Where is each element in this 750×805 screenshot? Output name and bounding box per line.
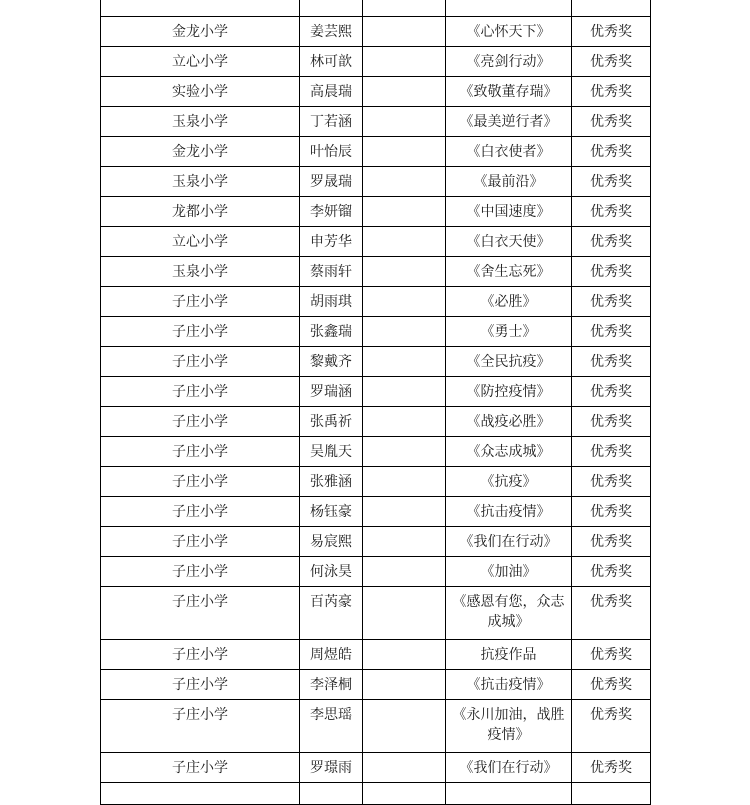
- blank-cell: [363, 107, 446, 137]
- work-title-cell: 《我们在行动》: [446, 527, 572, 557]
- blank-cell: [363, 0, 446, 17]
- school-cell: [101, 783, 300, 805]
- school-cell: 玉泉小学: [101, 107, 300, 137]
- table-row: [101, 587, 651, 640]
- work-title-cell: 《抗疫》: [446, 467, 572, 497]
- school-cell: 子庄小学: [101, 587, 300, 640]
- work-title-cell: 《心怀天下》: [446, 17, 572, 47]
- student-name-cell: 叶怡辰: [300, 137, 363, 167]
- table-row: [101, 347, 651, 377]
- blank-cell: [363, 317, 446, 347]
- school-cell: 子庄小学: [101, 497, 300, 527]
- blank-cell: [363, 753, 446, 783]
- student-name-cell: 百芮豪: [300, 587, 363, 640]
- blank-cell: [363, 47, 446, 77]
- work-title-cell: 《加油》: [446, 557, 572, 587]
- student-name-cell: [300, 0, 363, 17]
- award-table: [100, 0, 651, 805]
- blank-cell: [363, 670, 446, 700]
- school-cell: 立心小学: [101, 227, 300, 257]
- blank-cell: [363, 137, 446, 167]
- award-cell: 优秀奖: [572, 47, 651, 77]
- student-name-cell: 张禹祈: [300, 407, 363, 437]
- award-cell: 优秀奖: [572, 527, 651, 557]
- table-row: [101, 77, 651, 107]
- table-row: [101, 137, 651, 167]
- award-cell: 优秀奖: [572, 377, 651, 407]
- school-cell: 子庄小学: [101, 753, 300, 783]
- award-cell: 优秀奖: [572, 137, 651, 167]
- table-row: [101, 167, 651, 197]
- student-name-cell: 易宸熙: [300, 527, 363, 557]
- award-cell: 优秀奖: [572, 17, 651, 47]
- student-name-cell: 姜芸熙: [300, 17, 363, 47]
- school-cell: 子庄小学: [101, 347, 300, 377]
- student-name-cell: 申芳华: [300, 227, 363, 257]
- award-cell: 优秀奖: [572, 467, 651, 497]
- school-cell: 玉泉小学: [101, 167, 300, 197]
- table-row: [101, 17, 651, 47]
- work-title-cell: 《我们在行动》: [446, 753, 572, 783]
- school-cell: 子庄小学: [101, 377, 300, 407]
- school-cell: 金龙小学: [101, 137, 300, 167]
- school-cell: 立心小学: [101, 47, 300, 77]
- award-cell: 优秀奖: [572, 670, 651, 700]
- work-title-cell: 《防控疫情》: [446, 377, 572, 407]
- award-cell: 优秀奖: [572, 167, 651, 197]
- school-cell: 玉泉小学: [101, 257, 300, 287]
- work-title-cell: 《最美逆行者》: [446, 107, 572, 137]
- school-cell: 子庄小学: [101, 527, 300, 557]
- table-row: [101, 437, 651, 467]
- award-table-body: [101, 0, 651, 805]
- school-cell: 子庄小学: [101, 670, 300, 700]
- table-row: [101, 783, 651, 805]
- student-name-cell: 李思瑶: [300, 700, 363, 753]
- award-cell: [572, 783, 651, 805]
- blank-cell: [363, 497, 446, 527]
- table-row: [101, 197, 651, 227]
- award-cell: 优秀奖: [572, 77, 651, 107]
- school-cell: 子庄小学: [101, 557, 300, 587]
- student-name-cell: 高晨瑞: [300, 77, 363, 107]
- work-title-cell: 《白衣使者》: [446, 137, 572, 167]
- award-cell: 优秀奖: [572, 700, 651, 753]
- student-name-cell: 何泳昊: [300, 557, 363, 587]
- student-name-cell: 罗晟瑞: [300, 167, 363, 197]
- award-cell: 优秀奖: [572, 347, 651, 377]
- work-title-cell: 《舍生忘死》: [446, 257, 572, 287]
- student-name-cell: 林可歆: [300, 47, 363, 77]
- student-name-cell: 周煜皓: [300, 640, 363, 670]
- blank-cell: [363, 467, 446, 497]
- award-cell: 优秀奖: [572, 497, 651, 527]
- table-row: [101, 527, 651, 557]
- work-title-cell: 《全民抗疫》: [446, 347, 572, 377]
- student-name-cell: 张雅涵: [300, 467, 363, 497]
- work-title-cell: 《亮剑行动》: [446, 47, 572, 77]
- work-title-cell: [446, 0, 572, 17]
- table-row: [101, 287, 651, 317]
- work-title-cell: 《抗击疫情》: [446, 497, 572, 527]
- blank-cell: [363, 227, 446, 257]
- award-cell: 优秀奖: [572, 640, 651, 670]
- award-cell: 优秀奖: [572, 437, 651, 467]
- award-cell: 优秀奖: [572, 227, 651, 257]
- blank-cell: [363, 77, 446, 107]
- student-name-cell: 张鑫瑞: [300, 317, 363, 347]
- table-row: [101, 497, 651, 527]
- student-name-cell: 胡雨琪: [300, 287, 363, 317]
- blank-cell: [363, 257, 446, 287]
- table-row: [101, 640, 651, 670]
- table-row: [101, 557, 651, 587]
- award-cell: 优秀奖: [572, 317, 651, 347]
- work-title-cell: 《众志成城》: [446, 437, 572, 467]
- school-cell: 子庄小学: [101, 640, 300, 670]
- student-name-cell: 罗瑞涵: [300, 377, 363, 407]
- blank-cell: [363, 407, 446, 437]
- table-row: [101, 227, 651, 257]
- table-row: [101, 0, 651, 17]
- school-cell: 金龙小学: [101, 17, 300, 47]
- school-cell: 子庄小学: [101, 317, 300, 347]
- work-title-cell: 《必胜》: [446, 287, 572, 317]
- table-row: [101, 317, 651, 347]
- school-cell: [101, 0, 300, 17]
- table-row: [101, 753, 651, 783]
- work-title-cell: 《战疫必胜》: [446, 407, 572, 437]
- table-row: [101, 377, 651, 407]
- blank-cell: [363, 640, 446, 670]
- student-name-cell: 李妍镏: [300, 197, 363, 227]
- blank-cell: [363, 557, 446, 587]
- work-title-cell: 《中国速度》: [446, 197, 572, 227]
- work-title-cell: 《感恩有您，众志成城》: [446, 587, 572, 640]
- student-name-cell: 罗璟雨: [300, 753, 363, 783]
- work-title-cell: 《致敬董存瑞》: [446, 77, 572, 107]
- table-row: [101, 670, 651, 700]
- award-cell: 优秀奖: [572, 407, 651, 437]
- blank-cell: [363, 783, 446, 805]
- student-name-cell: 杨钰豪: [300, 497, 363, 527]
- blank-cell: [363, 287, 446, 317]
- student-name-cell: 丁若涵: [300, 107, 363, 137]
- award-cell: 优秀奖: [572, 197, 651, 227]
- blank-cell: [363, 197, 446, 227]
- student-name-cell: 蔡雨轩: [300, 257, 363, 287]
- table-row: [101, 467, 651, 497]
- school-cell: 子庄小学: [101, 407, 300, 437]
- table-row: [101, 47, 651, 77]
- blank-cell: [363, 17, 446, 47]
- table-row: [101, 700, 651, 753]
- school-cell: 龙都小学: [101, 197, 300, 227]
- school-cell: 子庄小学: [101, 287, 300, 317]
- table-row: [101, 107, 651, 137]
- award-cell: 优秀奖: [572, 587, 651, 640]
- award-cell: 优秀奖: [572, 753, 651, 783]
- school-cell: 子庄小学: [101, 437, 300, 467]
- work-title-cell: 《最前沿》: [446, 167, 572, 197]
- award-cell: 优秀奖: [572, 557, 651, 587]
- award-cell: 优秀奖: [572, 257, 651, 287]
- blank-cell: [363, 167, 446, 197]
- work-title-cell: 《永川加油，战胜疫情》: [446, 700, 572, 753]
- award-cell: 优秀奖: [572, 287, 651, 317]
- blank-cell: [363, 700, 446, 753]
- work-title-cell: 《抗击疫情》: [446, 670, 572, 700]
- student-name-cell: [300, 783, 363, 805]
- school-cell: 子庄小学: [101, 467, 300, 497]
- blank-cell: [363, 587, 446, 640]
- blank-cell: [363, 527, 446, 557]
- work-title-cell: 抗疫作品: [446, 640, 572, 670]
- work-title-cell: 《白衣天使》: [446, 227, 572, 257]
- table-row: [101, 407, 651, 437]
- table-row: [101, 257, 651, 287]
- award-cell: 优秀奖: [572, 107, 651, 137]
- student-name-cell: 黎戴齐: [300, 347, 363, 377]
- award-cell: [572, 0, 651, 17]
- school-cell: 子庄小学: [101, 700, 300, 753]
- work-title-cell: [446, 783, 572, 805]
- blank-cell: [363, 347, 446, 377]
- student-name-cell: 李泽桐: [300, 670, 363, 700]
- blank-cell: [363, 377, 446, 407]
- school-cell: 实验小学: [101, 77, 300, 107]
- student-name-cell: 吴胤天: [300, 437, 363, 467]
- blank-cell: [363, 437, 446, 467]
- work-title-cell: 《勇士》: [446, 317, 572, 347]
